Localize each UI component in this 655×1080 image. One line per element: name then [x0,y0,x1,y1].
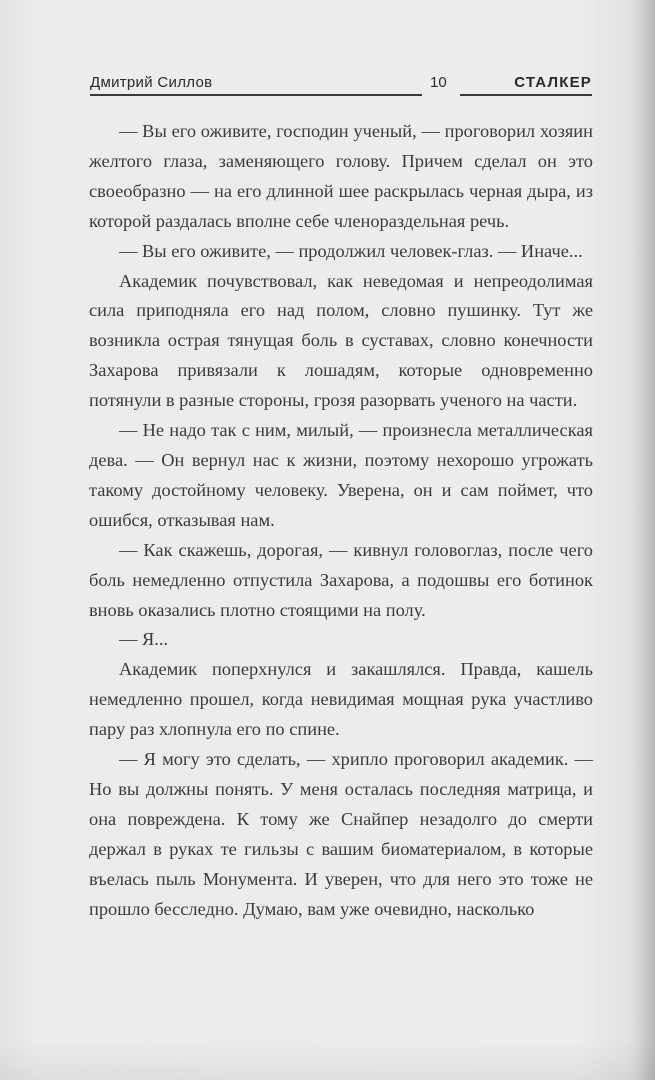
header-book-title: СТАЛКЕР [514,74,592,91]
paragraph: Академик почувствовал, как неведомая и непреодолимая сила приподняла его над полом, словно пушинку. Тут же возникла острая тянущая боль в суставах, словно конечности Захарова привязали к лошадям, которые одновременно потянули в разные стороны, грозя разорвать ученого на части. [89,270,593,411]
header-author: Дмитрий Силлов [90,74,213,91]
paragraph: — Как скажешь, дорогая, — кивнул головоглаз, после чего боль немедленно отпустила Захарова, а подошвы его ботинок вновь оказались плотно стоящими на полу. [89,539,593,620]
running-header [90,74,592,96]
paragraph: Академик поперхнулся и закашлялся. Правда, кашель немедленно прошел, когда невидимая мощная рука участливо пару раз хлопнула его по спине. [89,659,593,740]
header-rule-left [90,94,422,96]
paragraph: — Вы его оживите, господин ученый, — проговорил хозяин желтого глаза, заменяющего голову. Причем сделал он это своеобразно — на его длинной шее раскрылась черная дыра, из которой раздалась вполне себе членораздельная речь. [89,121,593,231]
paragraph: — Вы его оживите, — продолжил человек-глаз. — Иначе... [119,240,583,261]
paragraph: — Я... [119,629,169,650]
page-bottom-shadow [0,1040,655,1080]
paragraph: — Не надо так с ним, милый, — произнесла металлическая дева. — Он вернул нас к жизни, поэтому нехорошо угрожать такому достойному человеку. Уверена, он и сам поймет, что ошибся, отказывая нам. [89,420,593,530]
body-text [89,117,593,924]
header-rule-right [460,94,592,96]
page-number: 10 [430,74,447,91]
paragraph: — Я могу это сделать, — хрипло проговорил академик. — Но вы должны понять. У меня осталась последняя матрица, и она повреждена. К тому же Снайпер незадолго до смерти держал в руках те гильзы с вашим биоматериалом, в которые въелась пыль Монумента. И уверен, что для него это тоже не прошло бесследно. Думаю, вам уже очевидно, насколько [89,749,593,919]
page-edge-shadow [633,0,655,1080]
